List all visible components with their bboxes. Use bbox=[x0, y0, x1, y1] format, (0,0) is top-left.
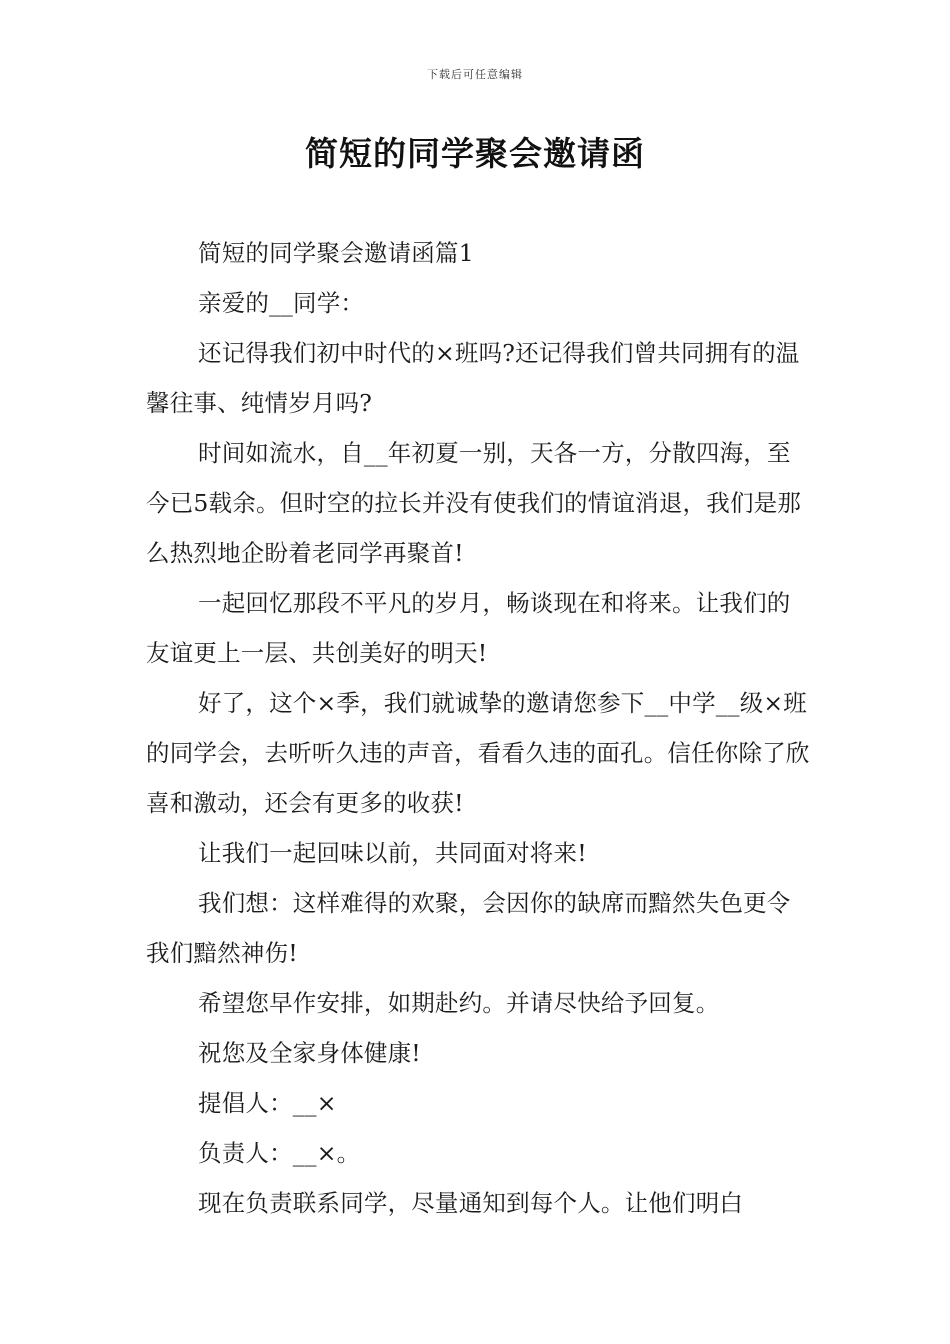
paragraph: 现在负责联系同学，尽量通知到每个人。让他们明白 bbox=[198, 1189, 744, 1217]
document-title: 简短的同学聚会邀请函 bbox=[305, 134, 645, 173]
paragraph: 好了，这个×季，我们就诚挚的邀请您参下__中学__级×班的同学会，去听听久违的声音，看看久违的面孔。信任你除了欣喜和激动，还会有更多的收获! bbox=[146, 689, 810, 817]
paragraph: 一起回忆那段不平凡的岁月，畅谈现在和将来。让我们的友谊更上一层、共创美好的明天! bbox=[146, 589, 791, 667]
paragraph: 时间如流水，自__年初夏一别，天各一方，分散四海，至今已5载余。但时空的拉长并没有使我们的情谊消退，我们是那么热烈地企盼着老同学再聚首! bbox=[146, 439, 802, 567]
salutation: 亲爱的__同学： bbox=[198, 289, 365, 317]
document-body bbox=[146, 228, 810, 1228]
organizer-line: 负责人：__×。 bbox=[198, 1139, 361, 1167]
paragraph: 希望您早作安排，如期赴约。并请尽快给予回复。 bbox=[198, 989, 720, 1017]
initiator-line: 提倡人：__× bbox=[198, 1089, 337, 1117]
section-heading: 简短的同学聚会邀请函篇1 bbox=[198, 239, 474, 267]
paragraph: 还记得我们初中时代的×班吗?还记得我们曾共同拥有的温馨往事、纯情岁月吗? bbox=[146, 339, 800, 417]
header-note: 下载后可任意编辑 bbox=[427, 68, 523, 81]
paragraph: 让我们一起回味以前，共同面对将来! bbox=[198, 839, 587, 867]
closing-wish: 祝您及全家身体健康! bbox=[198, 1039, 421, 1067]
paragraph: 我们想：这样难得的欢聚，会因你的缺席而黯然失色更令我们黯然神伤! bbox=[146, 889, 791, 967]
